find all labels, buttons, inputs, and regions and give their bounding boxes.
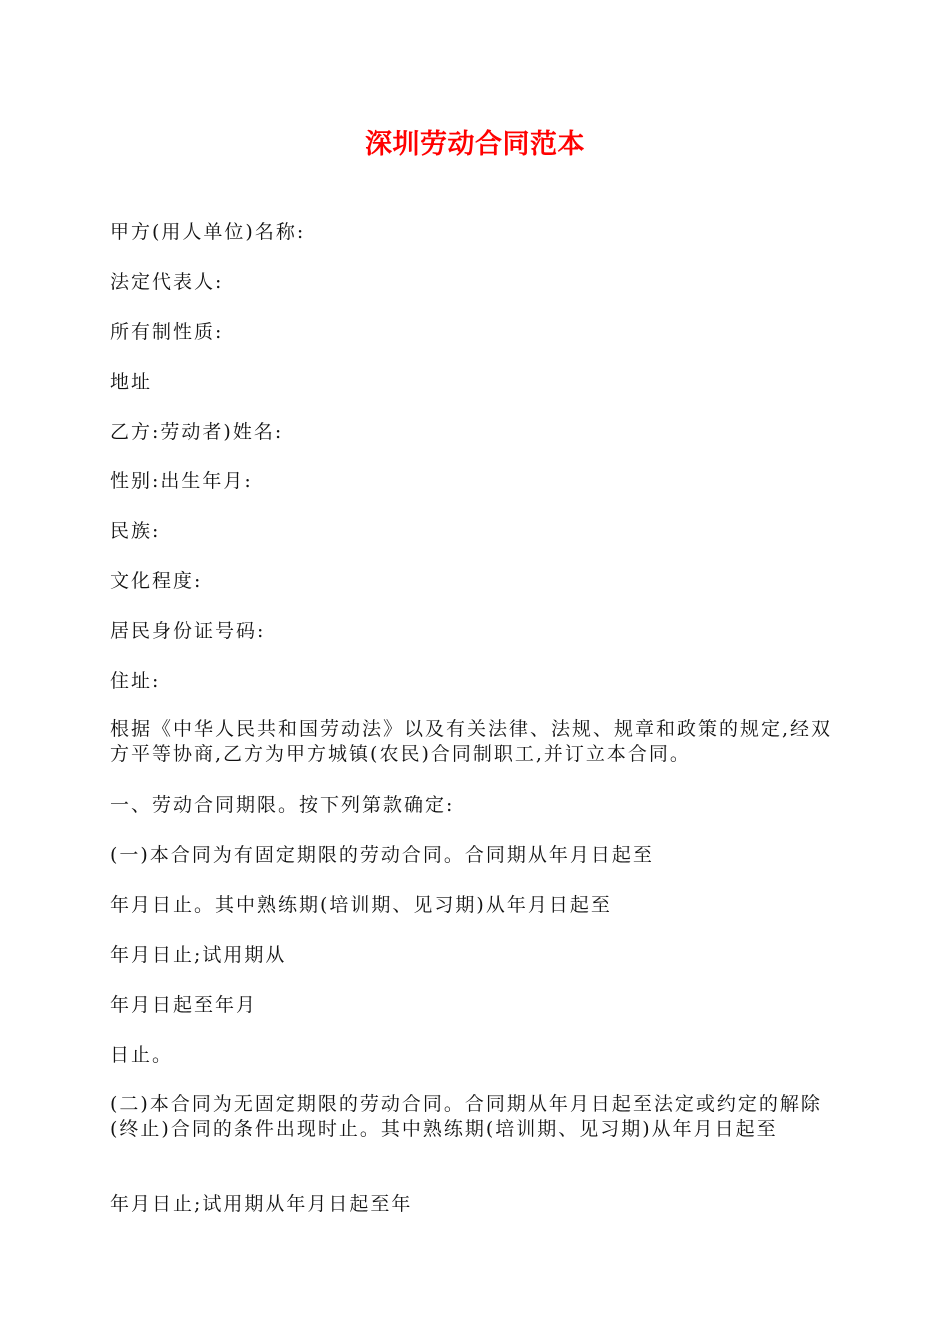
ownership-nature-line: 所有制性质: (110, 321, 224, 343)
education-line: 文化程度: (110, 570, 203, 592)
address-line: 地址 (110, 371, 153, 393)
ethnicity-line: 民族: (110, 520, 161, 542)
section-one-heading: 一、劳动合同期限。按下列第款确定: (110, 794, 455, 816)
clause-open-term: (二)本合同为无固定期限的劳动合同。合同期从年月日起至法定或约定的解除(终止)合同的条件出现时止。其中熟练期(培训期、见习期)从年月日起至 (110, 1093, 822, 1140)
clause-fixed-term: (一)本合同为有固定期限的劳动合同。合同期从年月日起至 (110, 844, 654, 866)
clause-fixed-term-cont-3: 年月日起至年月 (110, 994, 258, 1016)
residence-line: 住址: (110, 670, 161, 692)
legal-representative-line: 法定代表人: (110, 271, 224, 293)
party-b-name-line: 乙方:劳动者)姓名: (110, 421, 284, 443)
clause-fixed-term-cont-1: 年月日止。其中熟练期(培训期、见习期)从年月日起至 (110, 894, 612, 916)
id-number-line: 居民身份证号码: (110, 620, 266, 642)
document-title: 深圳劳动合同范本 (365, 129, 585, 160)
clause-fixed-term-cont-4: 日止。 (110, 1044, 174, 1066)
party-a-name-line: 甲方(用人单位)名称: (110, 221, 306, 243)
clause-open-term-cont: 年月日止;试用期从年月日起至年 (110, 1193, 413, 1215)
clause-fixed-term-cont-2: 年月日止;试用期从 (110, 944, 287, 966)
gender-birth-line: 性别:出生年月: (110, 470, 253, 492)
preamble-paragraph: 根据《中华人民共和国劳动法》以及有关法律、法规、规章和政策的规定,经双方平等协商,乙方为甲方城镇(农民)合同制职工,并订立本合同。 (110, 718, 833, 765)
